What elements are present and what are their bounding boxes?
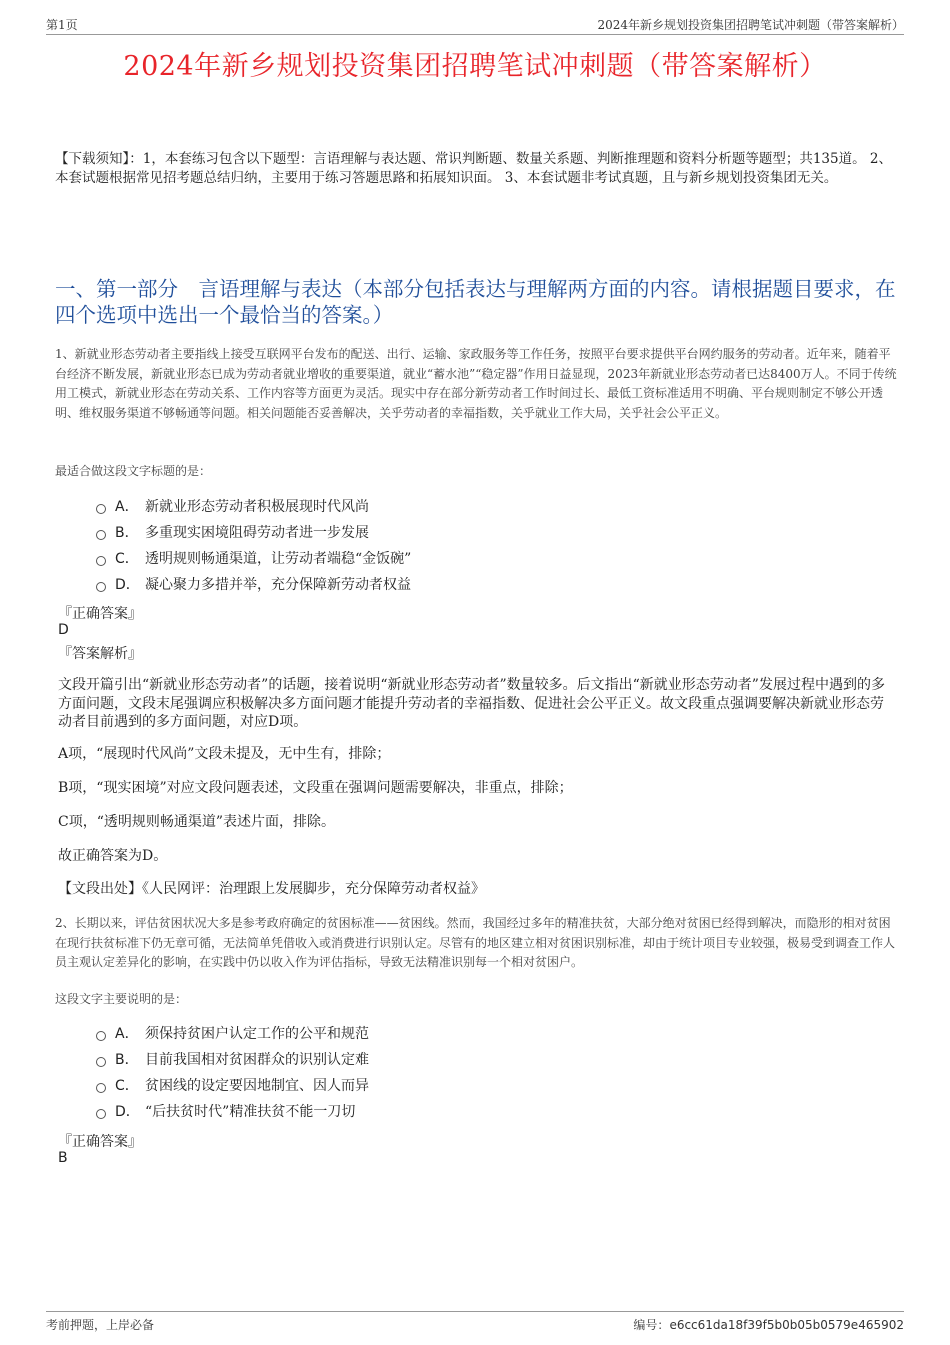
- option-text: 凝心聚力多措并举，充分保障新劳动者权益: [145, 577, 411, 593]
- document-title: 2024年新乡规划投资集团招聘笔试冲刺题（带答案解析）: [123, 51, 827, 82]
- radio-icon[interactable]: [96, 1031, 106, 1041]
- radio-icon[interactable]: [96, 530, 106, 540]
- option-letter: C．: [115, 551, 139, 567]
- question-1-text: 1、新就业形态劳动者主要指线上接受互联网平台发布的配送、出行、运输、家政服务等工作任务，按照平台要求提供平台网约服务的劳动者。近年来，随着平台经济不断发展，新就业形态已成为劳动者就业增收的重要渠道，就业“蓄水池”“稳定器”作用日益显现，2023年新就业形态劳动者已达8400万人。不同于传统用工模式，新就业形态在劳动关系、工作内容等方面更为灵活。现实中存在部分新劳动者工作时间过长、最低工资标准适用不明确、平台规则制定不够公开透明、维权服务渠道不够畅通等问题。相关问题能否妥善解决，关乎劳动者的幸福指数，关乎就业工作大局，关乎社会公平正义。: [55, 347, 897, 420]
- option-text: 须保持贫困户认定工作的公平和规范: [145, 1026, 369, 1042]
- option-letter: D．: [115, 577, 140, 593]
- question-1-option-a[interactable]: [96, 493, 796, 519]
- question-1-source: 【文段出处】《人民网评：治理跟上发展脚步，充分保障劳动者权益》: [58, 881, 485, 897]
- question-2-text: 2、长期以来，评估贫困状况大多是参考政府确定的贫困标准——贫困线。然而，我国经过多年的精准扶贫，大部分绝对贫困已经得到解决，而隐形的相对贫困在现行扶贫标准下仍无章可循，无法简单凭借收入或消费进行识别认定。尽管有的地区建立相对贫困识别标准，却由于统计项目专业较强，极易受到调查工作人员主观认定差异化的影响，在实践中仍以收入作为评估指标，导致无法精准识别每一个相对贫困户。: [55, 916, 896, 969]
- option-text: 目前我国相对贫困群众的识别认定难: [145, 1052, 369, 1068]
- question-2-answer-label: 『正确答案』: [58, 1134, 142, 1150]
- radio-icon[interactable]: [96, 504, 106, 514]
- question-1-prompt: 最适合做这段文字标题的是：: [55, 464, 212, 478]
- option-text: 透明规则畅通渠道，让劳动者端稳“金饭碗”: [145, 551, 412, 567]
- option-text: 多重现实困境阻碍劳动者进一步发展: [145, 525, 369, 541]
- question-1-answer-label: 『正确答案』: [58, 606, 142, 622]
- question-2-prompt: 这段文字主要说明的是：: [55, 992, 188, 1006]
- question-2-option-b[interactable]: [96, 1046, 796, 1072]
- serial-label: 编号：: [633, 1318, 670, 1332]
- page-footer: [46, 1311, 904, 1336]
- question-1-analysis-b: B项，“现实困境”对应文段问题表述，文段重在强调问题需要解决，非重点，排除；: [58, 780, 573, 796]
- question-1-answer: D: [58, 622, 69, 638]
- radio-icon[interactable]: [96, 1057, 106, 1067]
- radio-icon[interactable]: [96, 1083, 106, 1093]
- question-1-analysis-c: C项，“透明规则畅通渠道”表述片面，排除。: [58, 814, 336, 830]
- radio-icon[interactable]: [96, 582, 106, 592]
- serial-number: e6cc61da18f39f5b0b05b0579e465902: [669, 1318, 904, 1332]
- option-text: 贫困线的设定要因地制宜、因人而异: [145, 1078, 369, 1094]
- radio-icon[interactable]: [96, 556, 106, 566]
- option-letter: D．: [115, 1104, 140, 1120]
- question-1-conclusion: 故正确答案为D。: [58, 848, 168, 864]
- footer-slogan: 考前押题，上岸必备: [46, 1318, 155, 1332]
- option-letter: B．: [115, 1052, 139, 1068]
- page-number: 第1页: [46, 18, 78, 32]
- option-text: “后扶贫时代”精准扶贫不能一刀切: [145, 1104, 356, 1120]
- option-text: 新就业形态劳动者积极展现时代风尚: [145, 499, 369, 515]
- question-1-options: [96, 493, 796, 597]
- option-letter: A．: [115, 499, 139, 515]
- question-2-option-c[interactable]: [96, 1072, 796, 1098]
- page-header: [46, 12, 904, 35]
- question-1-analysis-a: A项，“展现时代风尚”文段未提及，无中生有，排除；: [58, 746, 391, 762]
- question-2-options: [96, 1020, 796, 1124]
- section-heading: 一、第一部分 言语理解与表达（本部分包括表达与理解两方面的内容。请根据题目要求，在四个选项中选出一个最恰当的答案。）: [55, 277, 896, 327]
- header-doc-title: 2024年新乡规划投资集团招聘笔试冲刺题（带答案解析）: [597, 18, 904, 32]
- option-letter: B．: [115, 525, 139, 541]
- option-letter: A．: [115, 1026, 139, 1042]
- footer-serial: [633, 1316, 904, 1333]
- question-2-option-d[interactable]: [96, 1098, 796, 1124]
- question-2-answer: B: [58, 1150, 68, 1166]
- radio-icon[interactable]: [96, 1109, 106, 1119]
- question-1-option-b[interactable]: [96, 519, 796, 545]
- question-1-analysis-label: 『答案解析』: [58, 646, 142, 662]
- option-letter: C．: [115, 1078, 139, 1094]
- question-1-analysis: 文段开篇引出“新就业形态劳动者”的话题，接着说明“新就业形态劳动者”数量较多。后文指出“新就业形态劳动者”发展过程中遇到的多方面问题，文段末尾强调应积极解决多方面问题才能提升劳动者的幸福指数、促进社会公平正义。故文段重点强调要解决新就业形态劳动者目前遇到的多方面问题，对应D项。: [58, 677, 885, 730]
- question-1-option-d[interactable]: [96, 571, 796, 597]
- question-1-option-c[interactable]: [96, 545, 796, 571]
- download-notice: 【下载须知】：1，本套练习包含以下题型：言语理解与表达题、常识判断题、数量关系题、判断推理题和资料分析题等题型；共135道。 2、本套试题根据常见招考题总结归纳，主要用于练习答题思路和拓展知识面。 3、本套试题非考试真题，且与新乡规划投资集团无关。: [55, 151, 892, 186]
- question-2-option-a[interactable]: [96, 1020, 796, 1046]
